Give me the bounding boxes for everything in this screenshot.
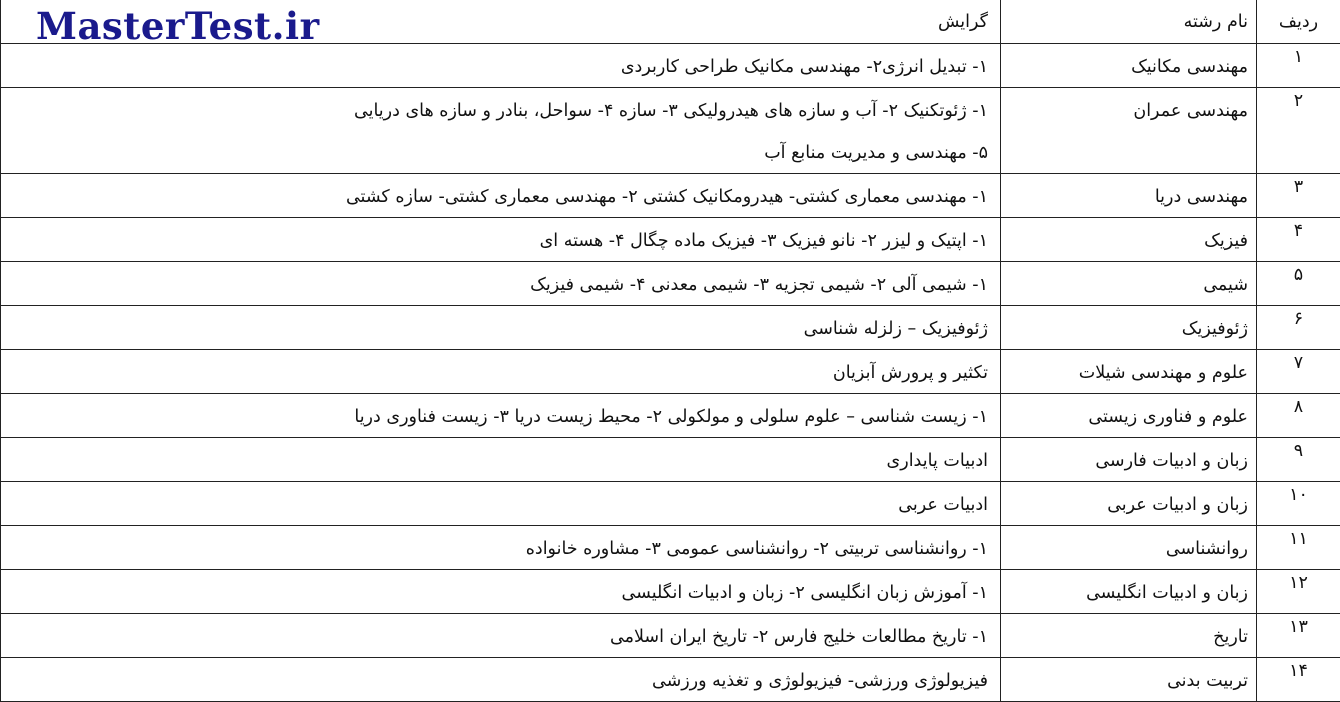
field-name: شیمی [1001, 262, 1257, 306]
field-name: زبان و ادبیات انگلیسی [1001, 570, 1257, 614]
branch-cell [1, 174, 1001, 218]
row-number: ۹ [1257, 438, 1340, 482]
branch-line: ۱- مهندسی معماری کشتی- هیدرومکانیک کشتی ۲- مهندسی معماری کشتی- سازه کشتی [345, 187, 988, 207]
row-number: ۱۱ [1257, 526, 1340, 570]
table-row [1, 306, 1340, 350]
row-number: ۲ [1257, 88, 1340, 174]
row-number: ۶ [1257, 306, 1340, 350]
field-name: مهندسی مکانیک [1001, 44, 1257, 88]
branch-cell [1, 526, 1001, 570]
branch-cell [1, 88, 1001, 174]
row-number: ۱۳ [1257, 614, 1340, 658]
header-field-name: نام رشته [1001, 0, 1257, 44]
branch-line: ۱- آموزش زبان انگلیسی ۲- زبان و ادبیات انگلیسی [621, 583, 988, 603]
table-row [1, 526, 1340, 570]
branch-cell [1, 482, 1001, 526]
field-name: ژئوفیزیک [1001, 306, 1257, 350]
branch-line: ۵- مهندسی و مدیریت منابع آب [764, 143, 988, 163]
branch-cell [1, 438, 1001, 482]
row-number: ۱۴ [1257, 658, 1340, 702]
row-number: ۴ [1257, 218, 1340, 262]
branch-cell [1, 306, 1001, 350]
header-row-number: ردیف [1257, 0, 1340, 44]
branch-line: تکثیر و پرورش آبزیان [832, 363, 988, 383]
table-row [1, 350, 1340, 394]
table-row [1, 438, 1340, 482]
table-row [1, 614, 1340, 658]
field-name: زبان و ادبیات عربی [1001, 482, 1257, 526]
field-name: روانشناسی [1001, 526, 1257, 570]
table-row [1, 394, 1340, 438]
row-number: ۱۰ [1257, 482, 1340, 526]
site-watermark: MasterTest.ir [36, 4, 320, 48]
branch-line: ۱- اپتیک و لیزر ۲- نانو فیزیک ۳- فیزیک ماده چگال ۴- هسته ای [539, 231, 988, 251]
branch-line: ۱- روانشناسی تربیتی ۲- روانشناسی عمومی ۳- مشاوره خانواده [525, 539, 988, 559]
field-name: علوم و مهندسی شیلات [1001, 350, 1257, 394]
branch-cell [1, 614, 1001, 658]
table-row [1, 570, 1340, 614]
field-name: تربیت بدنی [1001, 658, 1257, 702]
field-name: زبان و ادبیات فارسی [1001, 438, 1257, 482]
branch-line: ادبیات پایداری [886, 451, 988, 471]
row-number: ۸ [1257, 394, 1340, 438]
field-name: علوم و فناوری زیستی [1001, 394, 1257, 438]
header-branch: گرایش [1, 0, 1001, 44]
table-row [1, 88, 1340, 174]
branch-line: ادبیات عربی [898, 495, 988, 515]
branch-line: ۱- تاریخ مطالعات خلیج فارس ۲- تاریخ ایران اسلامی [610, 627, 988, 647]
branch-cell [1, 394, 1001, 438]
branch-cell [1, 570, 1001, 614]
table-row [1, 262, 1340, 306]
branch-line: فیزیولوژی ورزشی- فیزیولوژی و تغذیه ورزشی [651, 671, 988, 691]
branch-line: ۱- ژئوتکنیک ۲- آب و سازه های هیدرولیکی ۳- سازه ۴- سواحل، بنادر و سازه های دریایی [354, 101, 988, 121]
field-name: مهندسی دریا [1001, 174, 1257, 218]
branch-cell [1, 218, 1001, 262]
row-number: ۳ [1257, 174, 1340, 218]
branch-cell [1, 658, 1001, 702]
field-name: مهندسی عمران [1001, 88, 1257, 174]
table-row [1, 44, 1340, 88]
table-row [1, 658, 1340, 702]
field-name: فیزیک [1001, 218, 1257, 262]
branch-cell [1, 350, 1001, 394]
row-number: ۱۲ [1257, 570, 1340, 614]
branch-cell [1, 44, 1001, 88]
branch-cell [1, 262, 1001, 306]
table-row [1, 218, 1340, 262]
branch-line: ۱- شیمی آلی ۲- شیمی تجزیه ۳- شیمی معدنی ۴- شیمی فیزیک [530, 275, 988, 295]
table-row [1, 482, 1340, 526]
row-number: ۱ [1257, 44, 1340, 88]
field-name: تاریخ [1001, 614, 1257, 658]
row-number: ۵ [1257, 262, 1340, 306]
table-row [1, 174, 1340, 218]
row-number: ۷ [1257, 350, 1340, 394]
branch-line: ژئوفیزیک – زلزله شناسی [803, 319, 988, 339]
branch-line: ۱- زیست شناسی – علوم سلولی و مولکولی ۲- محیط زیست دریا ۳- زیست فناوری دریا [354, 407, 988, 427]
branch-line: ۱- تبدیل انرژی۲- مهندسی مکانیک طراحی کاربردی [620, 57, 988, 77]
